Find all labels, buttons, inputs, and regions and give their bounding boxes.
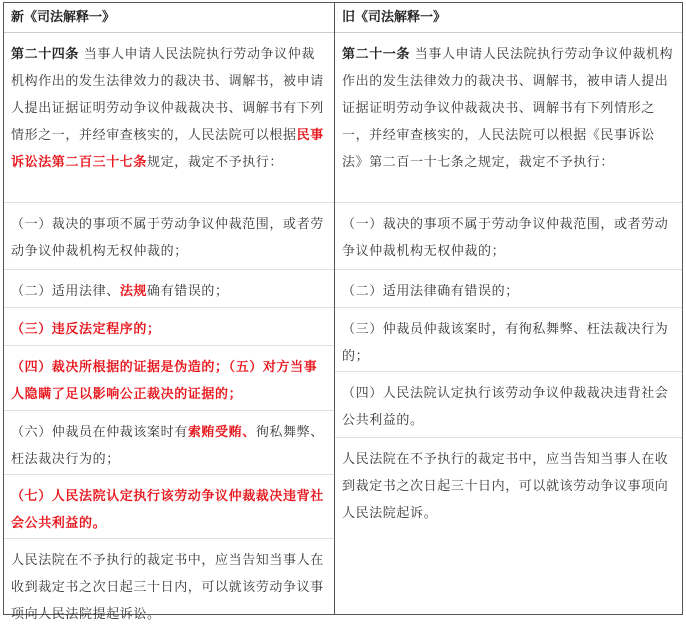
old-item-2: （二）适用法律确有错误的； — [335, 270, 682, 308]
new-column-header: 新《司法解释一》 — [4, 3, 334, 33]
old-column-header: 旧《司法解释一》 — [335, 3, 682, 33]
new-item-6-text: （六）仲裁员在仲裁该案时有 — [11, 425, 188, 440]
new-item-6-text-end: 徇私舞弊、枉法裁决行为的； — [11, 425, 324, 467]
old-item-3: （三）仲裁员仲裁该案时，有徇私舞弊、枉法裁决行为的； — [335, 308, 682, 372]
comparison-table — [3, 2, 683, 622]
new-item-2-text-end: 确有错误的； — [147, 284, 229, 299]
new-item-7: （七）人民法院认定执行该劳动争议仲裁裁决违背社会公共利益的。 — [4, 475, 334, 539]
new-closing-paragraph: 人民法院在不予执行的裁定书中，应当告知当事人在收到裁定书之次日起三十日内，可以就该劳动争议事项向人民法院提起诉讼。 — [11, 553, 324, 622]
old-article-21-intro — [335, 33, 682, 203]
old-interpretation-column — [335, 3, 682, 614]
new-law-reference: 民事诉讼法第二百三十七条 — [11, 128, 324, 170]
old-article-text: 当事人申请人民法院执行劳动争议仲裁机构作出的发生法律效力的裁决书、调解书，被申请人提出证据证明劳动争议仲裁裁决书、调解书有下列情形之一，并经审查核实的，人民法院可以根据《民事诉讼法》第二百一十七条之规定，裁定不予执行： — [342, 47, 674, 170]
old-article-number: 第二十一条 — [342, 47, 411, 62]
new-item-1: （一）裁决的事项不属于劳动争议仲裁范围，或者劳动争议仲裁机构无权仲裁的； — [4, 203, 334, 270]
new-interpretation-column — [4, 3, 335, 622]
new-article-number: 第二十四条 — [11, 47, 80, 62]
new-item-3: （三）违反法定程序的； — [4, 308, 334, 346]
new-item-2-text: （二）适用法律、 — [11, 284, 120, 299]
new-item-2 — [4, 270, 334, 308]
old-item-1: （一）裁决的事项不属于劳动争议仲裁范围，或者劳动争议仲裁机构无权仲裁的； — [335, 203, 682, 270]
old-item-4: （四）人民法院认定执行该劳动争议仲裁裁决违背社会公共利益的。 — [335, 372, 682, 438]
new-item-6 — [4, 411, 334, 475]
new-item-2-highlight: 法规 — [119, 284, 148, 299]
new-article-text-end: 规定，裁定不予执行： — [147, 155, 284, 170]
new-items-4-5: （四）裁决所根据的证据是伪造的；（五）对方当事人隐瞒了足以影响公正裁决的证据的； — [4, 346, 334, 411]
new-article-24-intro — [4, 33, 334, 203]
new-item-6-highlight: 索贿受贿、 — [187, 425, 256, 440]
new-article-text: 当事人申请人民法院执行劳动争议仲裁机构作出的发生法律效力的裁决书、调解书，被申请人提出证据证明劳动争议仲裁裁决书、调解书有下列情形之一，并经审查核实的，人民法院可以根据 — [11, 47, 324, 143]
old-closing-paragraph: 人民法院在不予执行的裁定书中，应当告知当事人在收到裁定书之次日起三十日内，可以就该劳动争议事项向人民法院起诉。 — [342, 452, 669, 521]
